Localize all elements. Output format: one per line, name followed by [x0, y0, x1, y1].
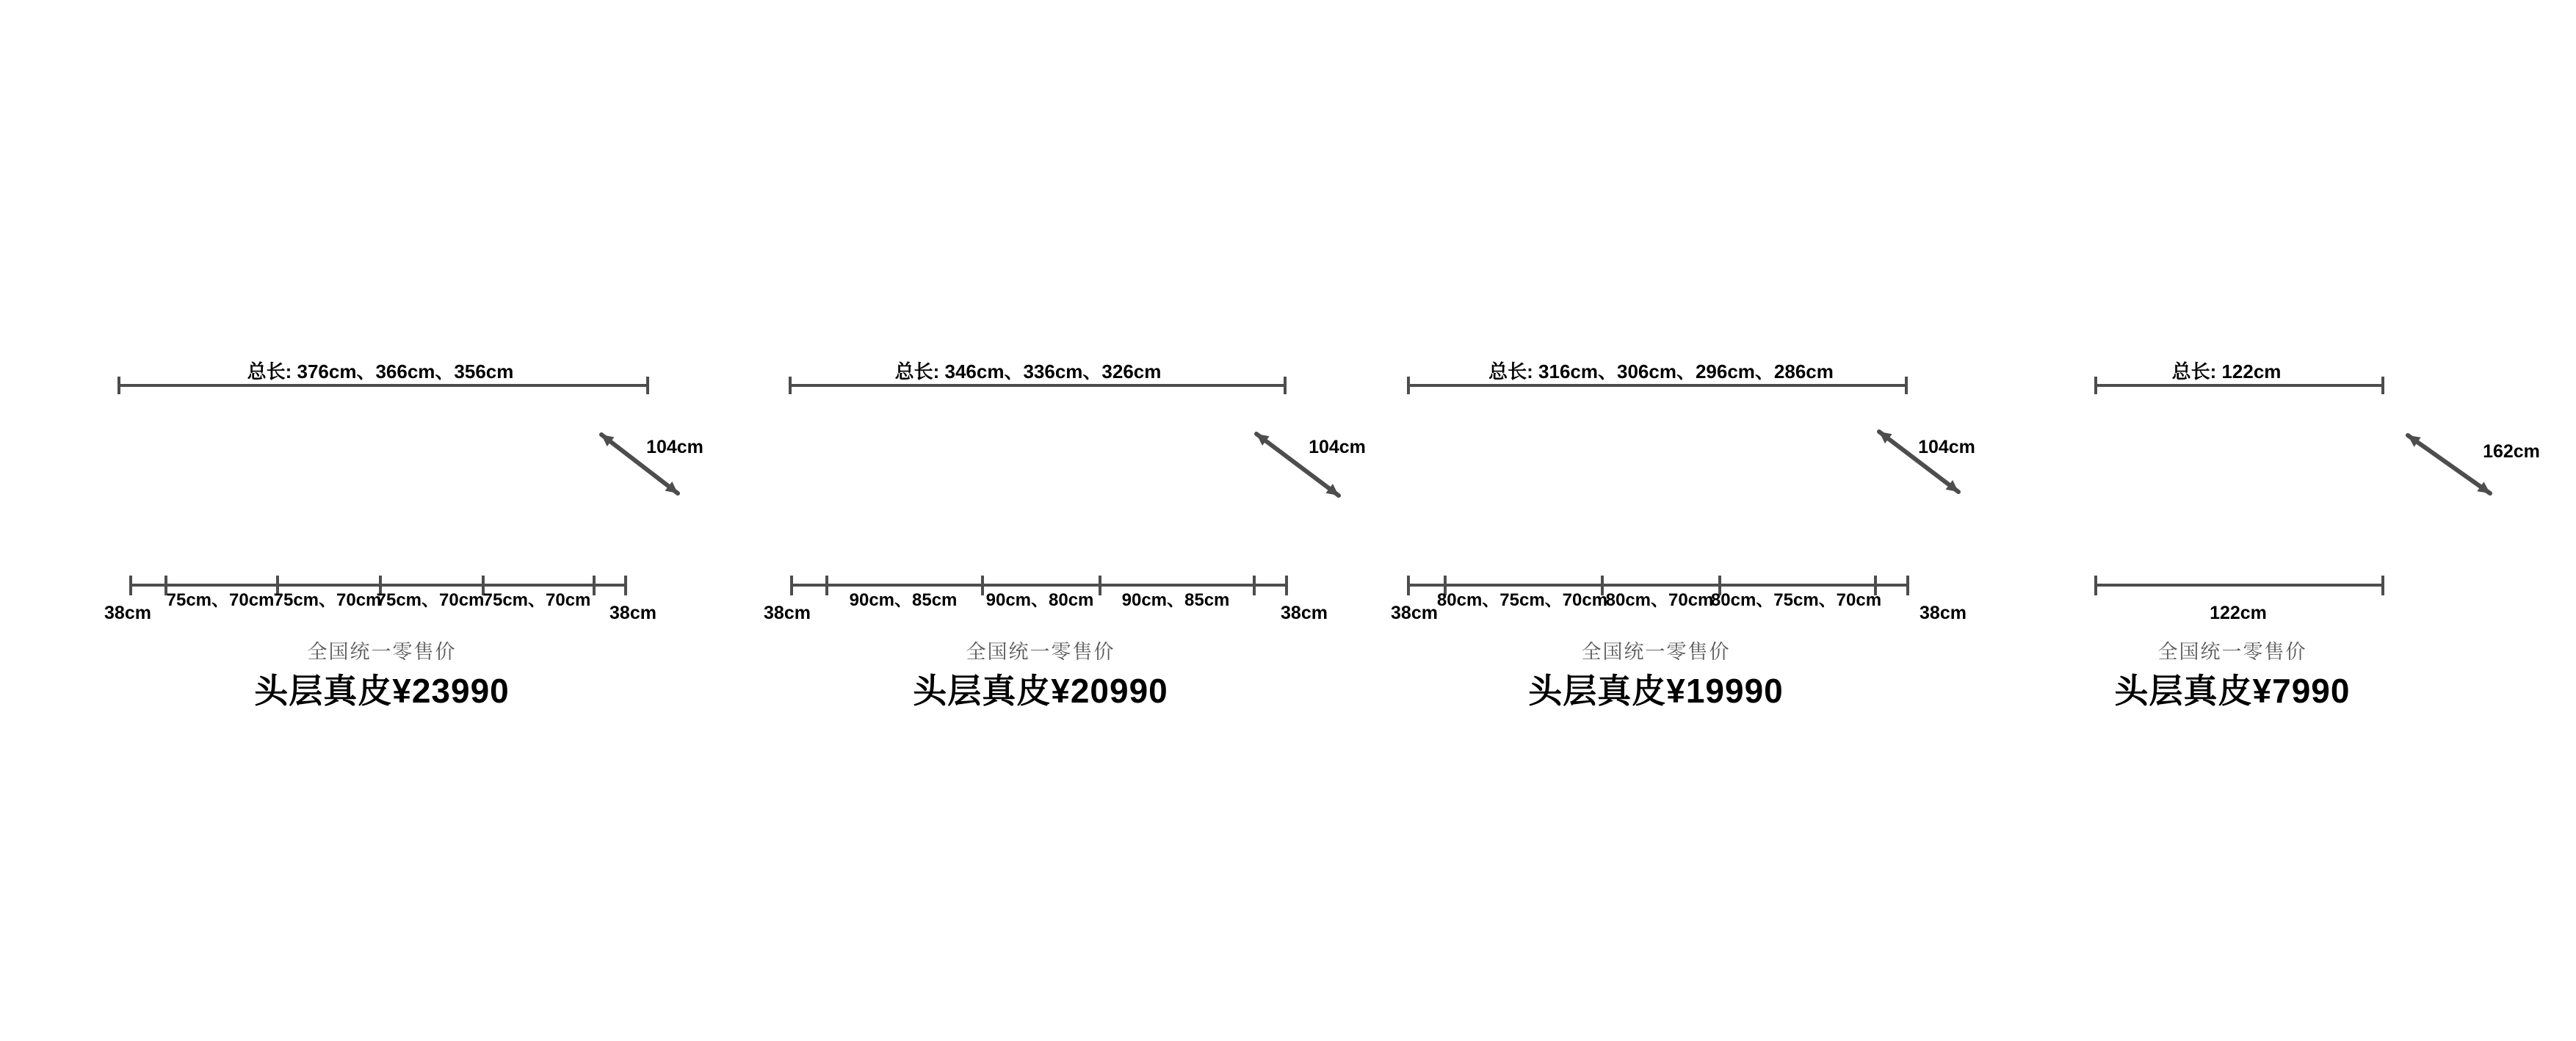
depth-arrow [2400, 428, 2497, 501]
dimension-tick [790, 576, 793, 595]
dimension-tick [1284, 377, 1287, 394]
segment-label: 90cm、85cm [1121, 590, 1230, 610]
total-length-label: 总长: 346cm、336cm、326cm [894, 360, 1162, 382]
segment-label: 38cm [1281, 603, 1328, 623]
depth-label: 104cm [1309, 437, 1366, 457]
retail-price-caption: 全国统一零售价 [307, 641, 457, 663]
total-length-label: 总长: 376cm、366cm、356cm [247, 360, 514, 382]
dimension-tick [825, 576, 828, 595]
segment-label: 75cm、70cm [482, 590, 591, 610]
dimension-line [790, 584, 1288, 587]
retail-price-caption: 全国统一零售价 [2157, 641, 2307, 663]
segment-label: 122cm [2210, 603, 2267, 623]
price-label: 头层真皮¥7990 [2114, 672, 2351, 710]
top-dimension-line [2094, 377, 2384, 394]
bottom-dimension-line [2094, 576, 2384, 596]
top-dimension-line [1407, 377, 1908, 394]
dimension-tick [2094, 576, 2097, 595]
dimension-line [1407, 384, 1908, 387]
segment-label: 75cm、70cm [166, 590, 275, 610]
retail-price-caption: 全国统一零售价 [1581, 641, 1731, 663]
dimension-tick [129, 576, 132, 595]
depth-label: 104cm [646, 437, 703, 457]
chaise-line-drawing [2144, 402, 2339, 571]
segment-label: 38cm [104, 603, 151, 623]
dimension-tick [2094, 377, 2097, 394]
sofa-line-drawing-3seat [1430, 405, 1944, 567]
dimension-tick [1407, 576, 1410, 595]
top-dimension-line [117, 377, 649, 394]
price-label: 头层真皮¥19990 [1528, 672, 1784, 710]
dimension-tick [1905, 377, 1908, 394]
retail-price-caption: 全国统一零售价 [966, 641, 1115, 663]
dimension-line [789, 384, 1287, 387]
sofa-line-drawing-4seat [117, 405, 632, 567]
dimension-tick [2381, 377, 2384, 394]
segment-label: 38cm [1391, 603, 1438, 623]
dimension-tick [1285, 576, 1288, 595]
segment-label: 80cm、70cm [1605, 590, 1714, 610]
price-label: 头层真皮¥20990 [913, 672, 1168, 710]
dimension-line [2094, 584, 2384, 587]
price-label: 头层真皮¥23990 [254, 672, 510, 710]
dimension-tick [1906, 576, 1909, 595]
top-dimension-line [789, 377, 1287, 394]
dimension-tick [1407, 377, 1410, 394]
segment-label: 90cm、85cm [849, 590, 958, 610]
dimension-line [2094, 384, 2384, 387]
dimension-tick [1099, 576, 1101, 595]
depth-label: 162cm [2483, 441, 2540, 462]
dimension-line [129, 584, 627, 587]
segment-label: 38cm [1920, 603, 1967, 623]
dimension-tick [117, 377, 120, 394]
dimension-tick [593, 576, 596, 595]
sofa-line-drawing-3seat [789, 405, 1303, 567]
depth-arrow [1872, 424, 1966, 499]
dimension-line [1407, 584, 1909, 587]
dimension-tick [981, 576, 984, 595]
dimension-tick [2381, 576, 2384, 595]
dimension-line [117, 384, 649, 387]
dimension-tick [646, 377, 649, 394]
segment-label: 80cm、75cm、70cm [1436, 590, 1608, 610]
segment-label: 38cm [609, 603, 656, 623]
total-length-label: 总长: 122cm [2171, 360, 2282, 382]
segment-label: 75cm、70cm [376, 590, 485, 610]
dimension-tick [789, 377, 792, 394]
segment-label: 90cm、80cm [985, 590, 1094, 610]
dimension-tick [1253, 576, 1256, 595]
dimension-tick [624, 576, 627, 595]
segment-label: 75cm、70cm [273, 590, 382, 610]
depth-label: 104cm [1918, 437, 1975, 457]
total-length-label: 总长: 316cm、306cm、296cm、286cm [1488, 360, 1834, 382]
segment-label: 80cm、75cm、70cm [1710, 590, 1882, 610]
segment-label: 38cm [764, 603, 811, 623]
